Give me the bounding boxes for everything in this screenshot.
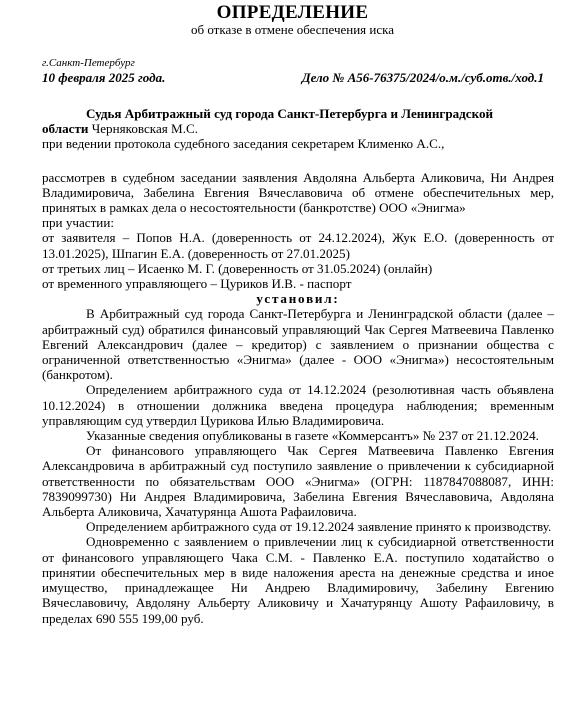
judge-line-1: Судья Арбитражный суд города Санкт-Петербурга и Ленинградской bbox=[86, 106, 494, 121]
participants-label: при участии: bbox=[42, 215, 114, 231]
document-date: 10 февраля 2025 года. bbox=[42, 70, 166, 85]
paragraph-accepted: Определением арбитражного суда от 19.12.2024 заявление принято к производству. bbox=[86, 519, 552, 535]
judge-line-2-bold: области bbox=[42, 121, 89, 137]
document-subtitle: об отказе в отмене обеспечения иска bbox=[190, 22, 395, 37]
document-title: ОПРЕДЕЛЕНИЕ bbox=[216, 2, 369, 23]
participant-manager: от временного управляющего – Цуриков И.В. - паспорт bbox=[42, 276, 352, 292]
section-heading: установил: bbox=[256, 291, 340, 307]
participant-third-parties: от третьих лиц – Исаенко М. Г. (доверенность от 31.05.2024) (онлайн) bbox=[42, 260, 433, 276]
document-body bbox=[42, 106, 554, 626]
judge-name: Черняковская М.С. bbox=[88, 121, 198, 137]
case-number: Дело № А56-76375/2024/о.м./суб.отв./ход.1 bbox=[301, 70, 544, 85]
spacer bbox=[42, 152, 554, 170]
paragraph-publication: Указанные сведения опубликованы в газете «Коммерсантъ» № 237 от 21.12.2024. bbox=[86, 428, 539, 444]
secretary-line: при ведении протокола судебного заседания секретарем Клименко А.С., bbox=[42, 136, 445, 152]
paragraph-observation: Определением арбитражного суда от 14.12.2024 (резолютивная часть объявлена 10.12.2024) в отношении должника введена процедура наблюдения; временным управляющим суд утвердил Цурикова Илью Владимировича. bbox=[42, 382, 554, 428]
judge-line-2 bbox=[42, 121, 554, 136]
city-line: г.Санкт-Петербург bbox=[42, 57, 135, 69]
paragraph-application: В Арбитражный суд города Санкт-Петербурга и Ленинградской области (далее – арбитражный суд) обратился финансовый управляющий Чак Сергея Матвеевича Павленко Евгений Александрович (далее – кредитор) с заявлением о признании общества с ограниченной ответственностью «Энигма» (далее - ООО «Энигма») несостоятельным (банкротом). bbox=[42, 306, 554, 383]
paragraph-interim-measures: Одновременно с заявлением о привлечении лиц к субсидиарной ответственности от финансового управляющего Чака С.М. - Павленко Е.А. поступило ходатайство о принятии обеспечительных мер в виде наложения ареста на денежные средства и иное имущество, принадлежащее Ни Андрею Владимировичу, Забелину Евгению Вячеславовичу, Авдоляну Альберту Аликовичу и Хачатурянцу Ашоту Рафаиловичу, в пределах 690 555 199,00 руб. bbox=[42, 534, 554, 626]
date-case-line bbox=[42, 70, 542, 85]
review-paragraph: рассмотрев в судебном заседании заявления Авдоляна Альберта Аликовича, Ни Андрея Владимировича, Забелина Евгения Вячеславовича об отмене обеспечительных мер, принятых в рамках дела о несостоятельности (банкротстве) ООО «Энигма» bbox=[42, 169, 554, 216]
participant-applicant: от заявителя – Попов Н.А. (доверенность от 24.12.2024), Жук Е.О. (доверенность от 13.01.2025), Шпагин Е.А. (доверенность от 27.01.2025) bbox=[42, 230, 554, 261]
paragraph-subsidiary-claim: От финансового управляющего Чак Сергея Матвеевича Павленко Евгения Александровича в арбитражный суд поступило заявление о привлечении к субсидиарной ответственности по обязательствам ООО «Энигма» (ОГРН: 1187847088087, ИНН: 7839099730) Ни Андрея Владимировича, Забелина Евгения Вячеславовича, Авдоляна Альберта Аликовича, Хачатурянца Ашота Рафаиловича. bbox=[42, 443, 554, 520]
